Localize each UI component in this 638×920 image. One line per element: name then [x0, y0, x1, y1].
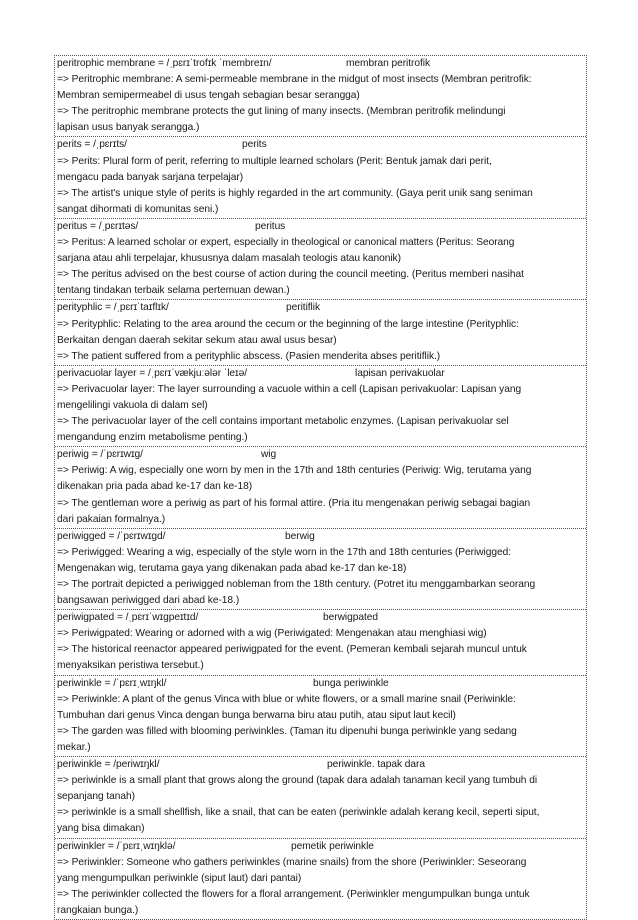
- entry-term: periwinkle = /ˈpɛrɪˌwɪŋkl/: [57, 677, 167, 689]
- entry-line: => Perits: Plural form of perit, referring to multiple learned scholars (Perit: Bentuk jamak dari perit,: [57, 155, 492, 167]
- entry-headline: [57, 676, 585, 692]
- entry-line: => The portrait depicted a periwigged nobleman from the 18th century. (Potret itu menggambarkan seorang: [57, 579, 536, 590]
- entry-term: periwigpated = /ˌpɛrɪˈwɪɡpeɪtɪd/: [57, 612, 199, 624]
- entry-line: => Periwigged: Wearing a wig, especially of the style worn in the 17th and 18th centuries (Periwigged:: [57, 546, 511, 558]
- entry-term: periwigged = /ˈpɛrɪwɪɡd/: [57, 530, 166, 542]
- dictionary-entry: [55, 56, 586, 136]
- entry-line: => Periwinkle: A plant of the genus Vinca with blue or white flowers, or a small marine snail (Periwinkle:: [57, 693, 516, 705]
- entry-line: menyaksikan peristiwa tersebut.): [57, 660, 204, 672]
- entry-line: Mengenakan wig, terutama gaya yang dikenakan pada abad ke-17 dan ke-18): [57, 562, 407, 574]
- entry-translation: berwig: [285, 530, 315, 542]
- entry-line: tentang tindakan terbaik selama pertemuan dewan.): [57, 285, 290, 297]
- entry-line: => Periwig: A wig, especially one worn by men in the 17th and 18th centuries (Periwig: Wig, terutama yang: [57, 465, 532, 477]
- dictionary-entry: [55, 299, 586, 364]
- dictionary-sheet: [54, 55, 587, 920]
- entry-line: => Peritrophic membrane: A semi-permeable membrane in the midgut of most insects (Membran peritrofik:: [57, 74, 532, 86]
- entry-translation: peritus: [255, 220, 286, 232]
- entry-translation: pemetik periwinkle: [291, 840, 374, 852]
- entry-term: periwig = /ˈpɛrɪwɪɡ/: [57, 449, 143, 461]
- entry-translation: peritiflik: [286, 302, 321, 314]
- entry-headline: [57, 447, 585, 463]
- entry-line: => Periwigpated: Wearing or adorned with a wig (Periwigated: Mengenakan atau menghiasi wig): [57, 628, 487, 640]
- dictionary-entry: [55, 756, 586, 837]
- entry-line: => periwinkle is a small plant that grows along the ground (tapak dara adalah tanaman kecil yang tumbuh di: [57, 775, 538, 787]
- entry-line: mengelilingi vakuola di dalam sel): [57, 399, 208, 411]
- entry-line: => The patient suffered from a perityphlic abscess. (Pasien menderita abses peritiflik.): [57, 350, 441, 362]
- entry-line: lapisan usus banyak serangga.): [57, 122, 200, 134]
- entry-translation: wig: [261, 449, 277, 461]
- dictionary-entry: [55, 675, 586, 756]
- entry-translation: bunga periwinkle: [313, 677, 389, 689]
- entry-line: => The artist's unique style of perits is highly regarded in the art community. (Gaya perit unik sang seniman: [57, 187, 533, 199]
- entry-line: yang mengumpulkan periwinkle (siput laut) dari pantai): [57, 872, 302, 884]
- entry-term: peritrophic membrane = /ˌpɛrɪˈtrofɪk ˈmembreɪn/: [57, 58, 272, 69]
- entry-line: Berkaitan dengan daerah sekitar sekum atau awal usus besar): [57, 334, 337, 346]
- entry-line: dari pakaian formalnya.): [57, 513, 166, 525]
- entry-line: rangkaian bunga.): [57, 904, 139, 916]
- entry-line: sangat dihormati di komunitas seni.): [57, 203, 219, 215]
- entry-translation: perits: [242, 139, 267, 151]
- entry-term: periwinkle = /periwɪŋkl/: [57, 759, 160, 771]
- entry-line: => Perityphlic: Relating to the area around the cecum or the beginning of the large intestine (Perityphlic:: [57, 318, 519, 330]
- entry-term: periwinkler = /ˈpɛrɪˌwɪŋklə/: [57, 840, 176, 852]
- entry-term: perityphlic = /ˌpɛrɪˈtaɪflɪk/: [57, 302, 169, 314]
- entry-translation: lapisan perivakuolar: [355, 367, 445, 379]
- entry-headline: [57, 137, 585, 153]
- entry-headline: [57, 300, 585, 316]
- entry-line: => The gentleman wore a periwig as part of his formal attire. (Pria itu mengenakan periwig sebagai bagian: [57, 497, 531, 509]
- dictionary-entry: [55, 838, 586, 919]
- entry-line: => The perivacuolar layer of the cell contains important metabolic enzymes. (Lapisan perivakuolar sel: [57, 416, 509, 428]
- entry-line: mengandung enzim metabolisme penting.): [57, 432, 248, 444]
- entry-line: sepanjang tanah): [57, 791, 135, 803]
- entry-line: dikenakan pria pada abad ke-17 dan ke-18): [57, 481, 253, 493]
- entry-line: sarjana atau ahli terpelajar, khususnya dalam masalah teologis atau kanonik): [57, 253, 401, 265]
- entry-line: => The peritus advised on the best course of action during the council meeting. (Peritus memberi nasihat: [57, 269, 524, 281]
- entry-line: => The peritrophic membrane protects the gut lining of many insects. (Membran peritrofik melindungi: [57, 106, 506, 118]
- entry-line: bangsawan periwigged dari abad ke-18.): [57, 595, 240, 607]
- dictionary-entry: [55, 528, 586, 609]
- entry-headline: [57, 529, 585, 545]
- entry-line: Tumbuhan dari genus Vinca dengan bunga berwarna biru atau putih, atau siput laut kecil): [57, 709, 456, 721]
- dictionary-entry: [55, 609, 586, 674]
- entry-line: => The garden was filled with blooming periwinkles. (Taman itu dipenuhi bunga periwinkle yang sedang: [57, 725, 517, 737]
- entry-headline: [57, 839, 585, 855]
- entry-line: Membran semipermeabel di usus tengah sebagian besar serangga): [57, 90, 360, 102]
- entry-headline: [57, 757, 585, 773]
- entry-headline: [57, 366, 585, 382]
- entry-term: perits = /ˌpɛrɪts/: [57, 139, 127, 151]
- entry-line: mengacu pada banyak sarjana terpelajar): [57, 171, 244, 183]
- entry-line: => The historical reenactor appeared periwigpated for the event. (Pemeran kembali sejarah muncul untuk: [57, 644, 527, 656]
- entry-headline: [57, 219, 585, 235]
- entry-line: => Peritus: A learned scholar or expert, especially in theological or canonical matters (Peritus: Seorang: [57, 237, 515, 249]
- entry-headline: [57, 56, 585, 72]
- entry-headline: [57, 610, 585, 626]
- entry-translation: berwigpated: [323, 612, 378, 624]
- dictionary-entry: [55, 136, 586, 217]
- entry-line: => periwinkle is a small shellfish, like a snail, that can be eaten (periwinkle adalah kerang kecil, seperti siput,: [57, 807, 540, 819]
- entry-term: peritus = /ˌpɛrɪtəs/: [57, 220, 139, 232]
- dictionary-entry: [55, 365, 586, 446]
- entry-term: perivacuolar layer = /ˌpɛrɪˈvækjuːələr ˈleɪə/: [57, 367, 248, 379]
- entry-line: => Perivacuolar layer: The layer surrounding a vacuole within a cell (Lapisan perivakuolar: Lapisan yang: [57, 383, 522, 395]
- entry-translation: periwinkle. tapak dara: [327, 759, 425, 771]
- entry-translation: membran peritrofik: [346, 58, 431, 69]
- entry-line: => Periwinkler: Someone who gathers periwinkles (marine snails) from the shore (Periwinkler: Seseorang: [57, 856, 527, 868]
- entry-line: => The periwinkler collected the flowers for a floral arrangement. (Periwinkler mengumpulkan bunga untuk: [57, 888, 530, 900]
- dictionary-entry: [55, 218, 586, 299]
- entry-line: mekar.): [57, 741, 91, 753]
- dictionary-entry: [55, 446, 586, 527]
- entry-line: yang bisa dimakan): [57, 823, 145, 835]
